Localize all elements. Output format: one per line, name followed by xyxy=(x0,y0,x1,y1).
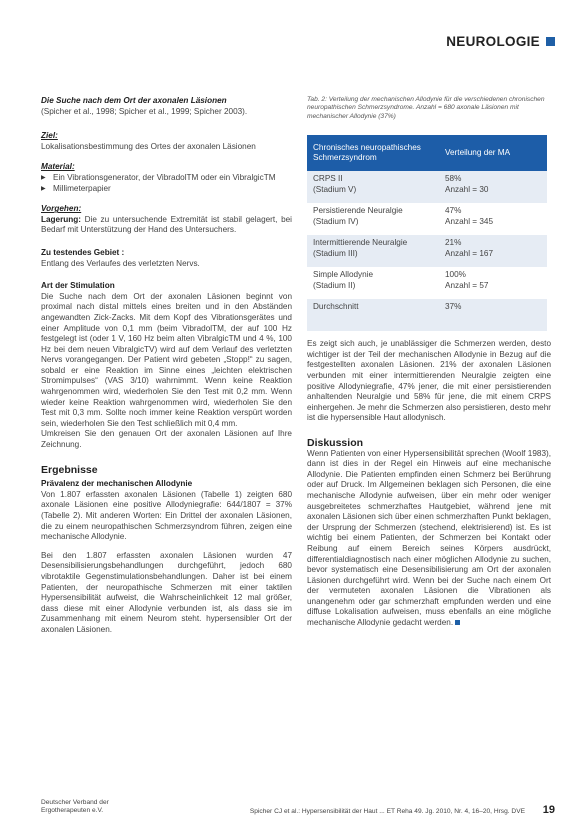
table-caption: Tab. 2: Verteilung der mechanischen Allodynie für die verschiedenen chronischen neuropathischen Schmerzsyndrome. Anzahl = 680 axonale Läsionen mit mechanischer Allodynie (37%) xyxy=(307,96,545,120)
distribution-count: Anzahl = 345 xyxy=(445,216,494,226)
syndrome-stage: (Stadium II) xyxy=(313,280,356,290)
syndrome-stage: (Stadium III) xyxy=(313,248,358,258)
distribution-pct: 58% xyxy=(445,174,462,184)
right-column xyxy=(307,96,551,629)
art-label: Art der Stimulation xyxy=(41,281,115,291)
end-marker-icon xyxy=(455,620,460,625)
table-cell-distribution xyxy=(439,267,547,299)
syndrome-name: Durchschnitt xyxy=(313,302,359,312)
distribution-pct: 21% xyxy=(445,238,462,248)
page-number: 19 xyxy=(542,804,555,816)
suche-refs: (Spicher et al., 1998; Spicher et al., 1999; Spicher 2003). xyxy=(41,106,248,116)
results-paragraph: Es zeigt sich auch, je unablässiger die Schmerzen werden, desto wichtiger ist der Teil der mechanischen Allodynie in Bezug auf die festgestellten axonalen Läsionen. 21% der axonalen Läsionen verbunden mit einer intermittierenden Neuralgie zeigten eine positive Allodyniegrafie, 47% jener, die mit einer persistierenden anhaltenden Neuralgie und 58% für jene, die mit einem CRPS einhergehen. Je mehr die Schmerzen also persistieren, desto mehr ist die hypersensible Haut allodynisch. xyxy=(307,339,551,423)
material-item: ▶ Millimeterpapier xyxy=(41,184,292,195)
table-row xyxy=(307,299,547,331)
table-header-syndrome: Chronisches neuropathisches Schmerzsyndrom xyxy=(307,135,439,171)
distribution-count: Anzahl = 57 xyxy=(445,280,489,290)
distribution-pct: 37% xyxy=(445,302,462,312)
table-cell-distribution xyxy=(439,203,547,235)
diskussion-paragraph xyxy=(307,449,551,629)
material-label: Material: xyxy=(41,162,75,172)
syndrome-name: Intermittierende Neuralgie xyxy=(313,238,408,248)
praevalenz-text-2: Bei den 1.807 erfassten axonalen Läsionen wurden 47 Desensibilisierungsbehandlungen durchgeführt, jedoch 680 vibrotaktile Gegenstimulationsbehandlungen. Daher ist bei einem Patienten, der neuropathische Schmerzen mit einer taktilen Hypersensibilität aufweist, die Wahrscheinlichkeit 12 mal größer, dass diese mit einer Allodynie verbunden ist, als dass sie im Zusammenhang mit einem Neurom steht. hypersensibler Ort der axonalen Läsionen. xyxy=(41,550,292,634)
left-column xyxy=(41,96,292,636)
syndrome-stage: (Stadium IV) xyxy=(313,216,359,226)
zu-testendes-label: Zu testendes Gebiet : xyxy=(41,247,125,257)
vorgehen-label: Vorgehen: xyxy=(41,204,82,214)
table-cell-distribution xyxy=(439,171,547,203)
syndrome-name: Persistierende Neuralgie xyxy=(313,206,403,216)
syndrome-stage: (Stadium V) xyxy=(313,184,357,194)
syndrome-name: Simple Allodynie xyxy=(313,270,374,280)
zu-testendes-text: Entlang des Verlaufes des verletzten Nervs. xyxy=(41,258,200,268)
table-cell-syndrome xyxy=(307,171,439,203)
diskussion-title: Diskussion xyxy=(307,436,364,449)
art-text-2: Umkreisen Sie den genauen Ort der axonalen Läsionen auf Ihre Zeichnung. xyxy=(41,429,292,450)
section-header xyxy=(446,34,555,49)
distribution-table xyxy=(307,135,547,331)
lagerung-text: Die zu untersuchende Extremität ist stabil gelagert, bei Bedarf mit Unterstützung der Hand des Untersuchers. xyxy=(41,214,293,235)
praevalenz-text: Von 1.807 erfassten axonalen Läsionen (Tabelle 1) zeigten 680 axonale Läsionen eine positive Allodyniegrafie: 644/1807 = 37% (Tabelle 2). Mit anderen Worten: Ein Drittel der axonalen Läsionen, die zu einem neuropathischen Schmerzsyndrom führen, zeigen eine mechanische Allodynie. xyxy=(41,489,292,542)
distribution-pct: 47% xyxy=(445,206,462,216)
praevalenz-label: Prävalenz der mechanischen Allodynie xyxy=(41,479,193,489)
table-cell-syndrome xyxy=(307,203,439,235)
org-line-2: Ergotherapeuten e.V. xyxy=(41,807,104,814)
table-cell-syndrome xyxy=(307,267,439,299)
diskussion-text: Wenn Patienten von einer Hypersensibilität sprechen (Woolf 1983), dann ist dies in der Regel ein Hinweis auf eine mechanische Allodynie. Die Patienten empfinden einen Schmerz bei Berührung oder auf Druck. Im Allgemeinen beklagen sich Personen, die eine mechanische Allodynie aufweisen, über ein mehr oder weniger ausgebreitetes schmerzhaftes Hautgebiet, während jene mit axonalen Läsionen sich über einen schmerzhaften Punkt beklagen, der Ursprung der Schmerzen (stechend, elektrisierend) ist. Es ist wichtig bei einem Patienten, der Schmerzen bei Kontakt oder Reibung auf einem Bereich seines Körpers ausdrückt, differentialdiagnostisch nach einer möglichen Allodynie zu suchen, bevor systematisch eine Desensibilisierung am Ort der axonalen Läsionen durchgeführt wird. Wenn bei der Suche nach einem Ort der vermuteten axonalen Läsionen die Vibrationen als unangenehm oder gar schmerzhaft empfunden werden und eine diffuse Lokalisation aufweisen, muss ebenfalls an eine mögliche mechanische Allodynie gedacht werden. xyxy=(307,448,551,628)
ergebnisse-title: Ergebnisse xyxy=(41,463,98,476)
table-cell-distribution xyxy=(439,235,547,267)
ziel-text: Lokalisationsbestimmung des Ortes der axonalen Läsionen xyxy=(41,141,256,151)
footer-organization xyxy=(41,799,109,815)
section-marker-icon xyxy=(546,37,555,46)
suche-title: Die Suche nach dem Ort der axonalen Läsionen xyxy=(41,96,227,105)
section-title: NEUROLOGIE xyxy=(446,34,540,49)
lagerung-label: Lagerung: xyxy=(41,214,82,224)
table-cell-syndrome xyxy=(307,299,439,331)
table-cell-distribution xyxy=(439,299,547,331)
table-row xyxy=(307,235,547,267)
distribution-pct: 100% xyxy=(445,270,466,280)
art-text: Die Suche nach dem Ort der axonalen Läsionen beginnt von proximal nach distal mittels eines breiten und in den Abständen angewandten Zick-Zacks. Mit dem Kopf des Vibrationsgerätes und einer Amplitude von 0,1 mm (beim VibradolTM, der auf 100 Hz festgelegt ist (oder 1 V, 160 Hz beim alten VibralgicTM und 4 %, 100 Hz bei dem neuen VibralgicTV) wird auf dem Verlauf des verletzten Nervs vorangegangen. Der Patient wird gebeten „Stopp!“ zu sagen, sobald er eine Reaktion im Sinne eines „leichten elektrischen Stromimpulses“ (VAS 3/10) wahrnimmt. Wenn keine Reaktion wahrgenommen wird, wiederholen Sie den Test mit 0,2 mm. Wenn wieder keine Reaktion wahrgenommen wird, wiederholen Sie den Test mit 0,3 mm. Sollte noch immer keine Reaktion verspürt worden sein, wiederholen Sie den Test schließlich mit 0,4 mm. xyxy=(41,291,292,428)
ziel-label: Ziel: xyxy=(41,131,58,141)
table-row xyxy=(307,171,547,203)
table-row xyxy=(307,203,547,235)
distribution-count: Anzahl = 30 xyxy=(445,184,489,194)
distribution-count: Anzahl = 167 xyxy=(445,248,494,258)
syndrome-name: CRPS II xyxy=(313,174,343,184)
org-line-1: Deutscher Verband der xyxy=(41,799,109,806)
lagerung-paragraph xyxy=(41,215,292,236)
table-header-distribution: Verteilung der MA xyxy=(439,135,547,171)
table-header-row xyxy=(307,135,547,171)
table-row xyxy=(307,267,547,299)
material-item: ▶ Ein Vibrationsgenerator, der VibradolTM oder ein VibralgicTM xyxy=(41,173,292,184)
table-cell-syndrome xyxy=(307,235,439,267)
footer-citation: Spicher CJ et al.: Hypersensibilität der Haut ... ET Reha 49. Jg. 2010, Nr. 4, 16–20, Hrsg. DVE xyxy=(249,808,525,815)
